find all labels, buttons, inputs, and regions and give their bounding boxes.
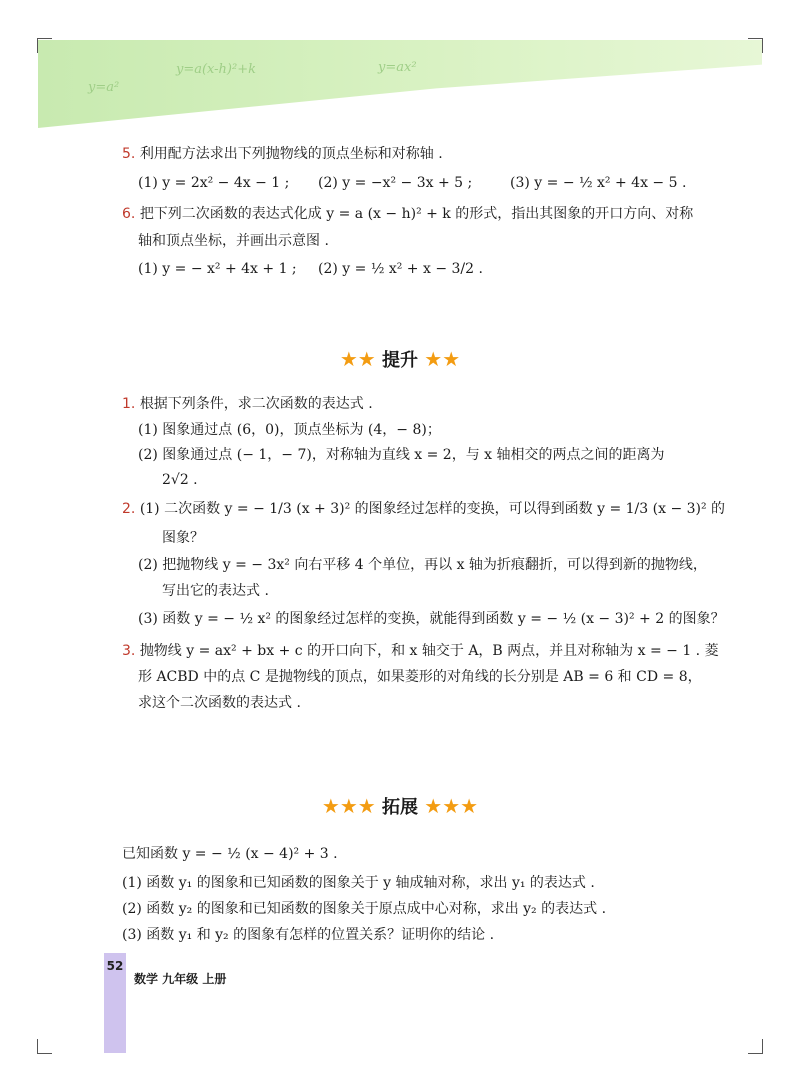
page-number: 52 <box>106 959 124 973</box>
stars-icon: ★★ <box>424 347 461 371</box>
header-banner <box>38 40 762 128</box>
stars-icon: ★★★ <box>321 794 376 818</box>
section-title: 拓展 <box>382 797 418 818</box>
promote-q1-part-1: (1) 图象通过点 (6，0)，顶点坐标为 (4，− 8)； <box>138 422 441 438</box>
exercise-6 <box>122 205 693 223</box>
promote-q2-part-2-continued: 写出它的表达式 . <box>162 583 269 599</box>
question-text-continued: 轴和顶点坐标，并画出示意图 . <box>138 233 329 249</box>
promote-q2-part-3: (3) 函数 y = − ½ x² 的图象经过怎样的变换，就能得到函数 y = − ½ (x − 3)² + 2 的图象？ <box>138 611 725 627</box>
exercise-6-part-1: (1) y = − x² + 4x + 1 ; <box>138 261 297 277</box>
question-text: 根据下列条件，求二次函数的表达式 . <box>139 396 373 412</box>
question-number: 5. <box>122 146 136 162</box>
question-number: 3. <box>122 643 136 659</box>
promote-q3-line-3: 求这个二次函数的表达式 . <box>138 695 301 711</box>
stars-icon: ★★★ <box>424 794 479 818</box>
exercise-5-part-2: (2) y = −x² − 3x + 5 ; <box>318 175 473 191</box>
exercise-5 <box>122 145 443 163</box>
question-text: 利用配方法求出下列抛物线的顶点坐标和对称轴 . <box>139 146 443 162</box>
question-text: (1) 二次函数 y = − 1/3 (x + 3)² 的图象经过怎样的变换，可以得到函数 y = 1/3 (x − 3)² 的 <box>139 501 726 517</box>
promote-q2-part-1-continued: 图象？ <box>162 530 204 546</box>
banner-scribble: y=a(x-h)²+k <box>176 62 256 77</box>
question-number: 6. <box>122 206 136 222</box>
crop-mark-bottom-left <box>37 1039 52 1054</box>
promote-question-3 <box>122 642 719 660</box>
stars-icon: ★★ <box>339 347 376 371</box>
section-heading-extend <box>0 793 800 819</box>
section-title: 提升 <box>382 350 418 371</box>
extend-part-1: (1) 函数 y₁ 的图象和已知函数的图象关于 y 轴成轴对称，求出 y₁ 的表达式 . <box>122 875 595 891</box>
banner-scribble: y=ax² <box>378 60 417 75</box>
exercise-5-part-3: (3) y = − ½ x² + 4x − 5 . <box>510 175 687 191</box>
banner-scribble: y=a² <box>88 80 120 95</box>
question-number: 2. <box>122 501 136 517</box>
promote-q2-part-2: (2) 把抛物线 y = − 3x² 向右平移 4 个单位，再以 x 轴为折痕翻折，可以得到新的抛物线， <box>138 557 707 573</box>
promote-q3-line-2: 形 ACBD 中的点 C 是抛物线的顶点，如果菱形的对角线的长分别是 AB = 6 和 CD = 8， <box>138 669 702 685</box>
question-text: 把下列二次函数的表达式化成 y = a (x − h)² + k 的形式，指出其图象的开口方向、对称 <box>139 206 694 222</box>
exercise-5-part-1: (1) y = 2x² − 4x − 1 ; <box>138 175 290 191</box>
question-text: 抛物线 y = ax² + bx + c 的开口向下，和 x 轴交于 A，B 两点，并且对称轴为 x = − 1 . 菱 <box>139 643 719 659</box>
exercise-6-part-2: (2) y = ½ x² + x − 3/2 . <box>318 261 483 277</box>
question-number: 1. <box>122 396 136 412</box>
page-number-tab <box>104 953 126 1053</box>
extend-part-3: (3) 函数 y₁ 和 y₂ 的图象有怎样的位置关系？证明你的结论 . <box>122 927 495 943</box>
promote-q1-part-2: (2) 图象通过点 (− 1，− 7)，对称轴为直线 x = 2，与 x 轴相交的两点之间的距离为 <box>138 447 665 463</box>
book-title: 数学 九年级 上册 <box>134 972 227 986</box>
extend-intro: 已知函数 y = − ½ (x − 4)² + 3 . <box>122 846 338 862</box>
crop-mark-bottom-right <box>748 1039 763 1054</box>
promote-q1-part-2-continued: 2√2 . <box>162 472 198 488</box>
section-heading-promote <box>0 346 800 372</box>
promote-question-1 <box>122 395 373 413</box>
extend-part-2: (2) 函数 y₂ 的图象和已知函数的图象关于原点成中心对称，求出 y₂ 的表达式 . <box>122 901 607 917</box>
promote-question-2 <box>122 500 725 518</box>
